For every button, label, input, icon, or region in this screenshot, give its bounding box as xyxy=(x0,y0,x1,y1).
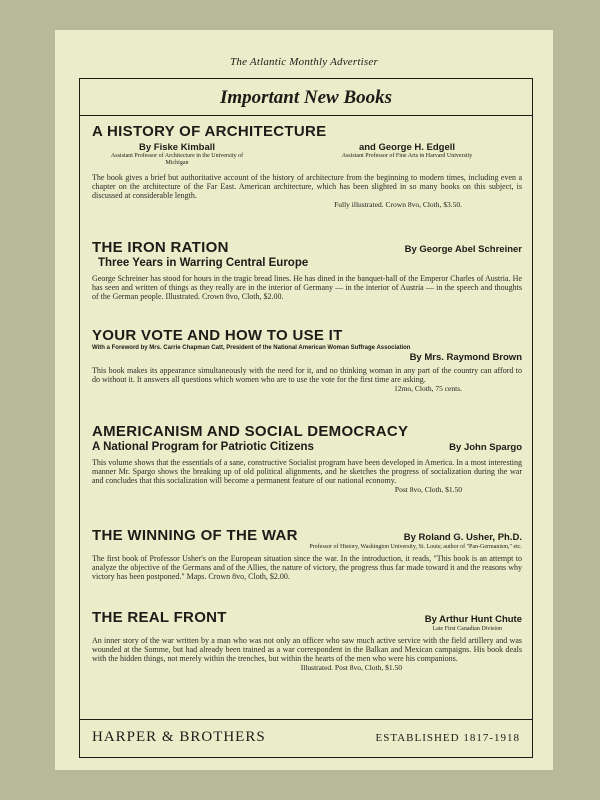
book-authors xyxy=(92,140,522,167)
book-subtitle: Three Years in Warring Central Europe xyxy=(98,257,309,269)
book-author: By Arthur Hunt Chute xyxy=(424,614,522,625)
book-real-front xyxy=(92,609,522,672)
ad-title: Important New Books xyxy=(219,87,393,108)
bottom-rule xyxy=(80,719,532,720)
book-iron-ration xyxy=(92,239,522,301)
book-title: A HISTORY OF ARCHITECTURE xyxy=(92,123,327,140)
book-americanism xyxy=(92,423,522,494)
book-description: An inner story of the war written by a man who was not only an officer who saw much active service with the field artillery and was wounded at the Somme, but had already been trained as a war correspondent in the Balkan and Mexican campaigns. His book deals with the hidden things, not merely within the trenches, but within the hearts of the men who were his companions. xyxy=(92,636,522,663)
book-author: By George Abel Schreiner xyxy=(404,244,522,255)
book-foreword: With a Foreword by Mrs. Carrie Chapman Catt, President of the National American Woman Suffrage Association xyxy=(92,345,411,351)
book-title: THE IRON RATION xyxy=(92,239,229,256)
author-affiliation: Late First Canadian Division xyxy=(432,626,502,632)
top-rule xyxy=(80,115,532,116)
book-history-of-architecture xyxy=(92,123,522,209)
advertisement-page xyxy=(55,30,553,770)
book-title: YOUR VOTE AND HOW TO USE IT xyxy=(92,327,343,344)
book-specs: Post 8vo, Cloth, $1.50 xyxy=(394,485,462,494)
book-title: THE WINNING OF THE WAR xyxy=(92,527,298,544)
book-your-vote xyxy=(92,327,522,393)
book-title: THE REAL FRONT xyxy=(92,609,227,626)
established-line: ESTABLISHED 1817-1918 xyxy=(375,732,520,744)
book-description: George Schreiner has stood for hours in the tragic bread lines. He has dined in the banquet-hall of the Emperor Charles of Austria. He has seen and written of things as they really are in the interior of Germany — in the interior of Austria — in the speech and thoughts of the German people. Illustrated. Crown 8vo, Cloth, $2.00. xyxy=(92,274,522,301)
book-description: The first book of Professor Usher's on the European situation since the war. In the introduction, it reads, "This book is an attempt to analyze the objective of the Germans and of the Allies, the nature of victory, the progress thus far made toward it and the reasons why victory has been postponed." Maps. Crown 8vo, Cloth, $2.00. xyxy=(92,554,522,581)
book-author: and George H. Edgell xyxy=(358,142,456,153)
book-title: AMERICANISM AND SOCIAL DEMOCRACY xyxy=(92,423,409,440)
book-winning-of-the-war xyxy=(92,527,522,581)
book-description: This volume shows that the essentials of a sane, constructive Socialist program have been developed in America. In a most interesting manner Mr. Spargo shows the breaking up of old political alignments, and he sketches the progress of socialization during the war and concludes that this socialization will become a permanent feature of our national economy. xyxy=(92,458,522,485)
book-author: By Mrs. Raymond Brown xyxy=(409,352,522,363)
book-description: The book gives a brief but authoritative account of the history of architecture from the beginning to modern times, including even a chapter on the architecture of the Far East. American architecture, which has been slighted in so many books on this subject, is discussed at considerable length. xyxy=(92,173,522,200)
author-affiliation: Assistant Professor of Architecture in the University of Michigan xyxy=(110,153,244,166)
book-author: By John Spargo xyxy=(449,442,522,453)
book-specs: Fully illustrated. Crown 8vo, Cloth, $3.50. xyxy=(334,200,462,209)
author-affiliation: Assistant Professor of Fine Arts in Harvard University xyxy=(341,153,473,159)
publisher-name: HARPER & BROTHERS xyxy=(92,729,266,745)
running-head: The Atlantic Monthly Advertiser xyxy=(230,56,378,68)
book-specs: 12mo, Cloth, 75 cents. xyxy=(394,384,462,393)
book-specs: Illustrated. Post 8vo, Cloth, $1.50 xyxy=(300,663,402,672)
book-author: By Roland G. Usher, Ph.D. xyxy=(403,532,522,543)
book-author: By Fiske Kimball xyxy=(138,142,216,153)
book-subtitle: A National Program for Patriotic Citizens xyxy=(92,441,314,453)
ad-frame xyxy=(79,78,533,758)
author-affiliation: Professor of History, Washington University, St. Louis; author of "Pan-Germanism," etc. xyxy=(309,544,522,550)
book-description: This book makes its appearance simultaneously with the need for it, and no thinking woman in any part of the country can afford to do without it. It answers all questions which women who are to use the vote for the first time are asking. xyxy=(92,366,522,384)
